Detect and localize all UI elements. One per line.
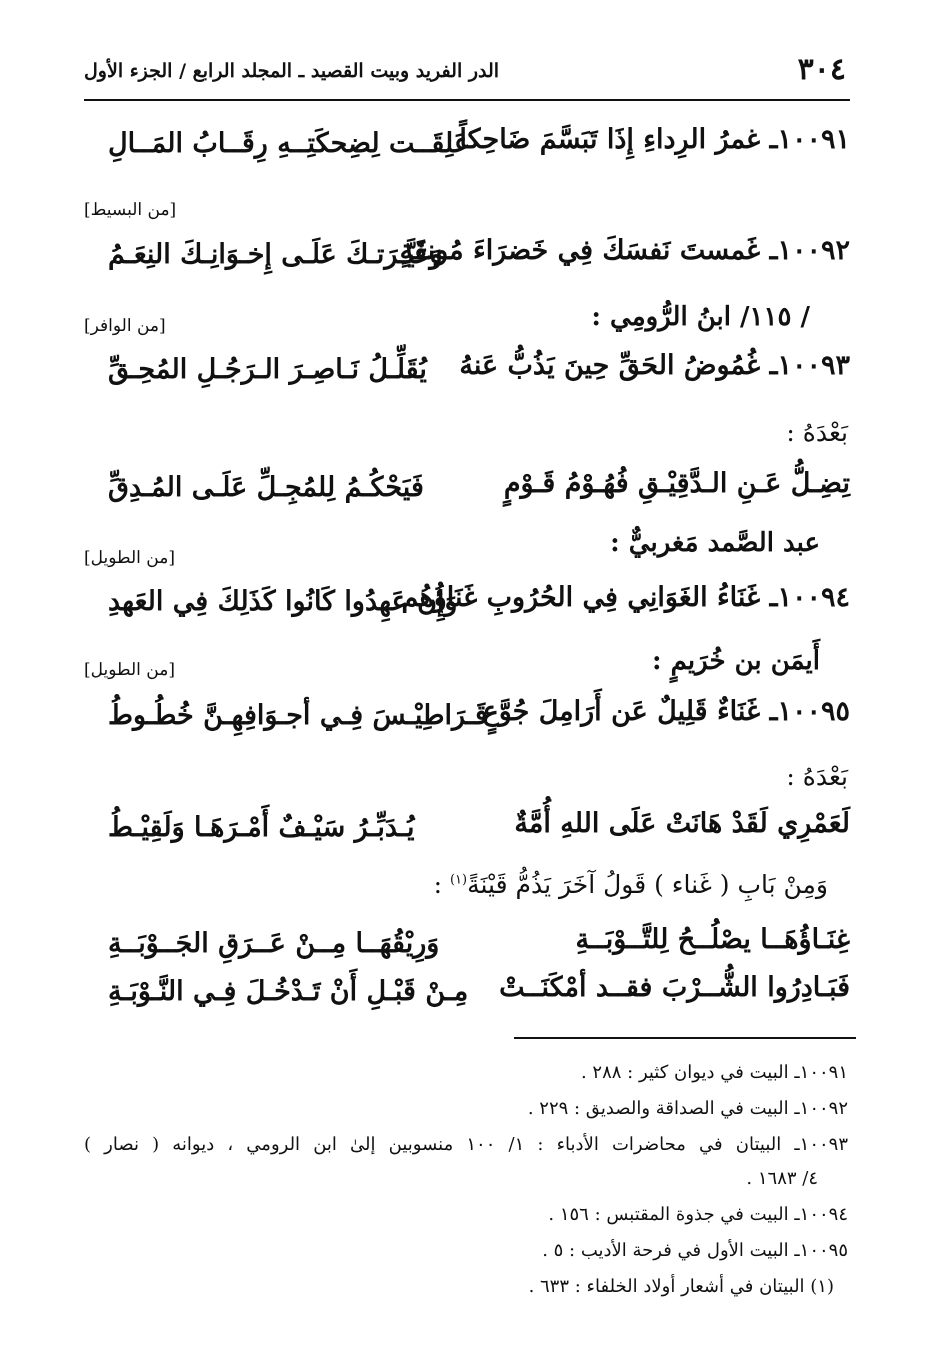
footnote-divider [514, 1037, 856, 1039]
verse-10093-continuation-first: تِضِـلُّ عَـنِ الـدَّقِيْـقِ فُهُـوْمُ قَـوْمٍ [503, 468, 850, 499]
footnote-1: (١) البيتان في أشعار أولاد الخلفاء : ٦٣٣ . [528, 1276, 834, 1297]
poet-attribution: / ١١٥/ ابنُ الرُّومِي : [591, 302, 810, 332]
footnote-10095: ١٠٠٩٥ـ البيت الأول في فرحة الأديب : ٥ . [542, 1240, 848, 1261]
verse-10095-first-hemistich: ١٠٠٩٥ـ غَنَاءٌ قَلِيلٌ عَن أَرَامِلَ جُوَّعٍ [482, 696, 850, 727]
verse-10095-second-hemistich: قَـرَاطِيْـسَ فِـي أجـوَافِهِـنَّ خُطُـوطُ [108, 700, 488, 731]
verse-10094-second-hemistich: وَإِن عَهِدُوا كَانُوا كَذَلِكَ فِي العَهدِ [108, 586, 458, 617]
footnote-marker: (١) [449, 872, 468, 888]
section-intro-colon: : [433, 870, 450, 899]
page-number: ٣٠٤ [797, 52, 846, 87]
footnote-10092: ١٠٠٩٢ـ البيت في الصداقة والصديق : ٢٢٩ . [527, 1098, 848, 1119]
verse-10091-second-hemistich: عَلِقَــت لِضِحكَتِــهِ رِقَــابُ المَــالِ [108, 128, 471, 159]
section-intro [434, 870, 828, 899]
poet-attribution: عبد الصَّمد مَغربيٌّ : [610, 528, 820, 558]
footnote-10093-continuation: ٤/ ١٦٨٣ . [746, 1168, 818, 1189]
verse-final-2-first: فَبَـادِرُوا الشُّــرْبَ فقــد أمْكَنَــتْ [499, 972, 850, 1003]
meter-label: [من الطويل] [84, 548, 175, 568]
verse-10092-second-hemistich: وَغَيَّـرَتـكَ عَلَـى إِخـوَانِـكَ النِعَـمُ [108, 239, 443, 270]
section-intro-text: وَمِنْ بَابِ ( غَناء ) قَولُ آخَرَ يَذُمُّ قَيْنَةً [467, 870, 828, 899]
footnote-10094: ١٠٠٩٤ـ البيت في جذوة المقتبس : ١٥٦ . [548, 1204, 848, 1225]
verse-final-1-first: غِنَـاؤُهَــا يصْلُــحُ لِلتَّــوْبَــةِ [575, 924, 850, 955]
following-verse-label: بَعْدَهُ : [786, 418, 848, 447]
meter-label: [من الطويل] [84, 660, 175, 680]
verse-final-2-second: مِـنْ قَبْـلِ أَنْ تَـدْخُـلَ فِـي النَّـوْبَـةِ [108, 976, 469, 1007]
verse-final-1-second: وَرِيْقُهَــا مِــنْ عَــرَقِ الجَــوْبَــةِ [108, 928, 440, 959]
verse-10093-first-hemistich: ١٠٠٩٣ـ غُمُوضُ الحَقِّ حِينَ يَذُبُّ عَنهُ [459, 350, 850, 381]
verse-10093-second-hemistich: يُقَلِّـلُ نَـاصِـرَ الـرَجُـلِ المُحِـقِّ [108, 354, 427, 385]
running-title: الدر الفريد وبيت القصيد ـ المجلد الرابع / الجزء الأول [84, 60, 500, 82]
verse-10091-first-hemistich: ١٠٠٩١ـ غمرُ الرِداءِ إِذَا تَبَسَّمَ ضَاحِكاً [459, 124, 850, 155]
verse-10094-first-hemistich: ١٠٠٩٤ـ غَنَاءُ الغَوَانِي فِي الحُرُوبِ غَنَاؤُهُم [401, 582, 850, 613]
meter-label: [من الوافر] [84, 316, 166, 336]
footnote-10091: ١٠٠٩١ـ البيت في ديوان كثير : ٢٨٨ . [580, 1062, 848, 1083]
verse-10095-continuation-first: لَعَمْرِي لَقَدْ هَانَتْ عَلَى اللهِ أُمَّةٌ [514, 808, 850, 839]
poet-attribution: أَيمَن بن خُرَيمٍ : [651, 646, 820, 676]
following-verse-label: بَعْدَهُ : [786, 762, 848, 791]
meter-label: [من البسيط] [84, 200, 177, 220]
footnote-10093: ١٠٠٩٣ـ البيتان في محاضرات الأدباء : ١/ ١٠٠ منسوبين إلىٰ ابن الرومي ، ديوانه ( نصار ) [84, 1134, 848, 1155]
verse-10095-continuation-second: يُـدَبِّـرُ سَيْـفٌ أَمْـرَهَـا وَلَقِيْـطُ [108, 812, 415, 843]
verse-10093-continuation-second: فَيَحْكُـمُ لِلمُجِـلِّ عَلَـى المُـدِقِّ [108, 472, 424, 503]
header-divider [84, 99, 850, 101]
verse-10092-first-hemistich: ١٠٠٩٢ـ غَمستَ نَفسَكَ فِي خَضرَاءَ مُونقَةٍ [399, 235, 850, 266]
